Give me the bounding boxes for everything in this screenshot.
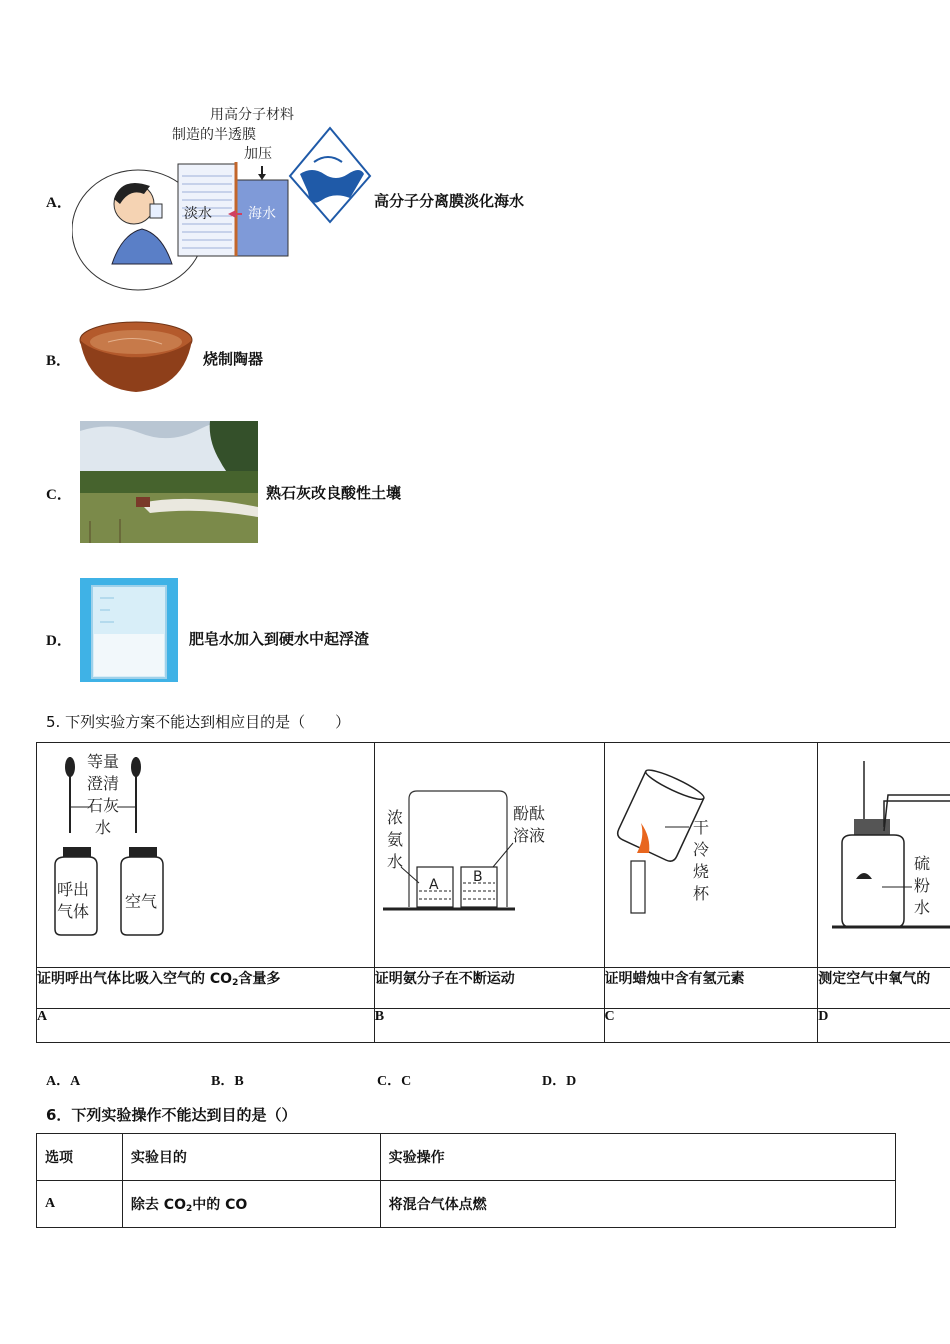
option-c-letter: C．	[46, 487, 72, 503]
svg-text:呼出: 呼出	[57, 880, 90, 899]
svg-text:硫: 硫	[914, 854, 931, 873]
svg-text:海水: 海水	[248, 206, 276, 222]
svg-text:酚酞: 酚酞	[512, 804, 545, 823]
q5-answer-b[interactable]: B．B	[211, 1074, 244, 1089]
svg-text:水: 水	[914, 898, 931, 917]
svg-text:粉: 粉	[914, 876, 931, 895]
svg-text:A: A	[428, 877, 439, 893]
q6-row-option: A	[37, 1181, 123, 1228]
desalination-illustration	[72, 104, 372, 294]
svg-text:水: 水	[95, 818, 112, 837]
option-d-text: 肥皂水加入到硬水中起浮渣	[189, 630, 370, 648]
q5-answer-d[interactable]: D．D	[542, 1074, 577, 1089]
option-a-letter: A．	[46, 195, 72, 211]
pressure-arrow-icon	[258, 174, 266, 180]
q6-row-operation: 将混合气体点燃	[380, 1181, 895, 1228]
q6-row-purpose: 除去 $CO_2$中的 CO	[122, 1181, 380, 1228]
q5-letter-c: C	[604, 1009, 818, 1043]
svg-text:溶液: 溶液	[512, 826, 545, 845]
svg-text:淡水: 淡水	[184, 206, 212, 222]
svg-text:澄清: 澄清	[87, 774, 120, 793]
svg-text:烧: 烧	[692, 862, 709, 881]
cup-icon	[150, 204, 162, 218]
svg-text:杯: 杯	[692, 884, 709, 903]
q5-letter-b: B	[374, 1009, 604, 1043]
q5-stem: 5. 下列实验方案不能达到相应目的是（ ）	[46, 713, 351, 731]
option-c-text: 熟石灰改良酸性土壤	[266, 484, 402, 502]
q5-answer-c[interactable]: C．C	[377, 1074, 412, 1089]
svg-text:水: 水	[386, 852, 403, 871]
svg-text:加压: 加压	[244, 146, 272, 162]
q5-diagram-d	[818, 743, 950, 968]
field-lime-photo	[80, 421, 258, 543]
pottery-bowl-image	[78, 318, 196, 396]
q5-letter-d: D	[818, 1009, 950, 1043]
svg-text:干: 干	[692, 818, 709, 837]
q5-purpose-d: 测定空气中氧气的	[818, 968, 950, 1009]
q5-purpose-c: 证明蜡烛中含有氢元素	[604, 968, 818, 1009]
option-a-text: 高分子分离膜淡化海水	[374, 192, 525, 210]
q5-purpose-a: 证明呼出气体比吸入空气的 $CO_2$含量多	[37, 968, 375, 1009]
svg-text:浓: 浓	[386, 808, 403, 827]
svg-text:用高分子材料: 用高分子材料	[210, 107, 294, 123]
q5-table	[36, 742, 950, 1043]
q5-purpose-b: 证明氨分子在不断运动	[374, 968, 604, 1009]
q6-header-option: 选项	[37, 1134, 123, 1181]
q5-diagram-b	[374, 743, 604, 968]
q5-answer-a[interactable]: A．A	[46, 1074, 81, 1089]
option-b-text: 烧制陶器	[203, 350, 264, 368]
q5-diagram-a	[37, 743, 375, 968]
option-b-letter: B．	[46, 353, 72, 369]
svg-text:空气: 空气	[125, 892, 158, 911]
q5-letter-a: A	[37, 1009, 375, 1043]
beaker-soap-photo	[80, 578, 178, 682]
svg-text:B: B	[472, 869, 483, 885]
svg-text:制造的半透膜: 制造的半透膜	[172, 127, 256, 143]
q6-header-operation: 实验操作	[380, 1134, 895, 1181]
svg-text:石灰: 石灰	[87, 796, 120, 815]
q6-header-purpose: 实验目的	[122, 1134, 380, 1181]
option-d-letter: D．	[46, 633, 72, 649]
q5-diagram-c	[604, 743, 818, 968]
svg-text:冷: 冷	[692, 840, 709, 859]
q6-stem: 6．下列实验操作不能达到目的是（）	[46, 1106, 297, 1124]
svg-text:等量: 等量	[87, 752, 120, 771]
svg-text:氨: 氨	[386, 830, 403, 849]
q6-table	[36, 1133, 896, 1228]
svg-text:气体: 气体	[57, 902, 90, 921]
